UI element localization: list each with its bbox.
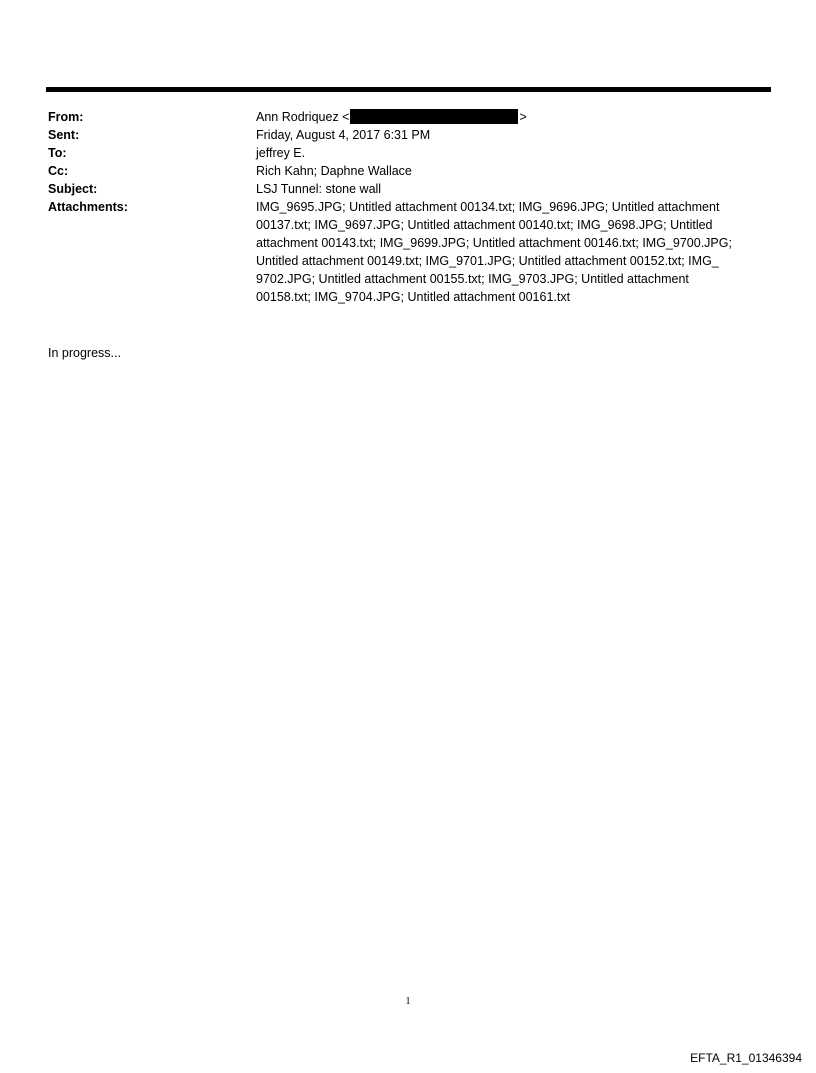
sender-name: Ann Rodriquez < bbox=[256, 110, 350, 124]
subject-value: LSJ Tunnel: stone wall bbox=[256, 182, 382, 196]
attachments-line: 00137.txt; IMG_9697.JPG; Untitled attachment 00140.txt; IMG_9698.JPG; Untitled bbox=[256, 218, 713, 232]
attachments-line: 00158.txt; IMG_9704.JPG; Untitled attachment 00161.txt bbox=[256, 290, 571, 304]
sent-row bbox=[48, 126, 768, 144]
to-value: jeffrey E. bbox=[256, 146, 306, 160]
attachments-label: Attachments: bbox=[48, 200, 128, 214]
bates-number: EFTA_R1_01346394 bbox=[690, 1051, 802, 1065]
from-row bbox=[48, 108, 768, 126]
cc-value: Rich Kahn; Daphne Wallace bbox=[256, 164, 412, 178]
attachments-line: 9702.JPG; Untitled attachment 00155.txt; IMG_9703.JPG; Untitled attachment bbox=[256, 272, 689, 286]
attachments-line: Untitled attachment 00149.txt; IMG_9701.JPG; Untitled attachment 00152.txt; IMG_ bbox=[256, 254, 719, 268]
email-header bbox=[48, 108, 768, 306]
sent-value: Friday, August 4, 2017 6:31 PM bbox=[256, 128, 431, 142]
attachments-line: IMG_9695.JPG; Untitled attachment 00134.txt; IMG_9696.JPG; Untitled attachment bbox=[256, 200, 720, 214]
to-label: To: bbox=[48, 146, 67, 160]
attachments-list bbox=[256, 198, 768, 306]
attachments-line: attachment 00143.txt; IMG_9699.JPG; Untitled attachment 00146.txt; IMG_9700.JPG; bbox=[256, 236, 732, 250]
subject-row bbox=[48, 180, 768, 198]
sent-label: Sent: bbox=[48, 128, 80, 142]
sender-email-close: > bbox=[519, 110, 527, 124]
subject-label: Subject: bbox=[48, 182, 98, 196]
cc-label: Cc: bbox=[48, 164, 69, 178]
cc-row bbox=[48, 162, 768, 180]
to-row bbox=[48, 144, 768, 162]
attachments-row bbox=[48, 198, 768, 306]
header-divider bbox=[46, 87, 771, 92]
email-body: In progress... bbox=[48, 346, 121, 360]
from-value bbox=[256, 108, 768, 126]
redacted-email-block bbox=[350, 109, 518, 124]
page-number: 1 bbox=[405, 996, 411, 1007]
from-label: From: bbox=[48, 110, 84, 124]
